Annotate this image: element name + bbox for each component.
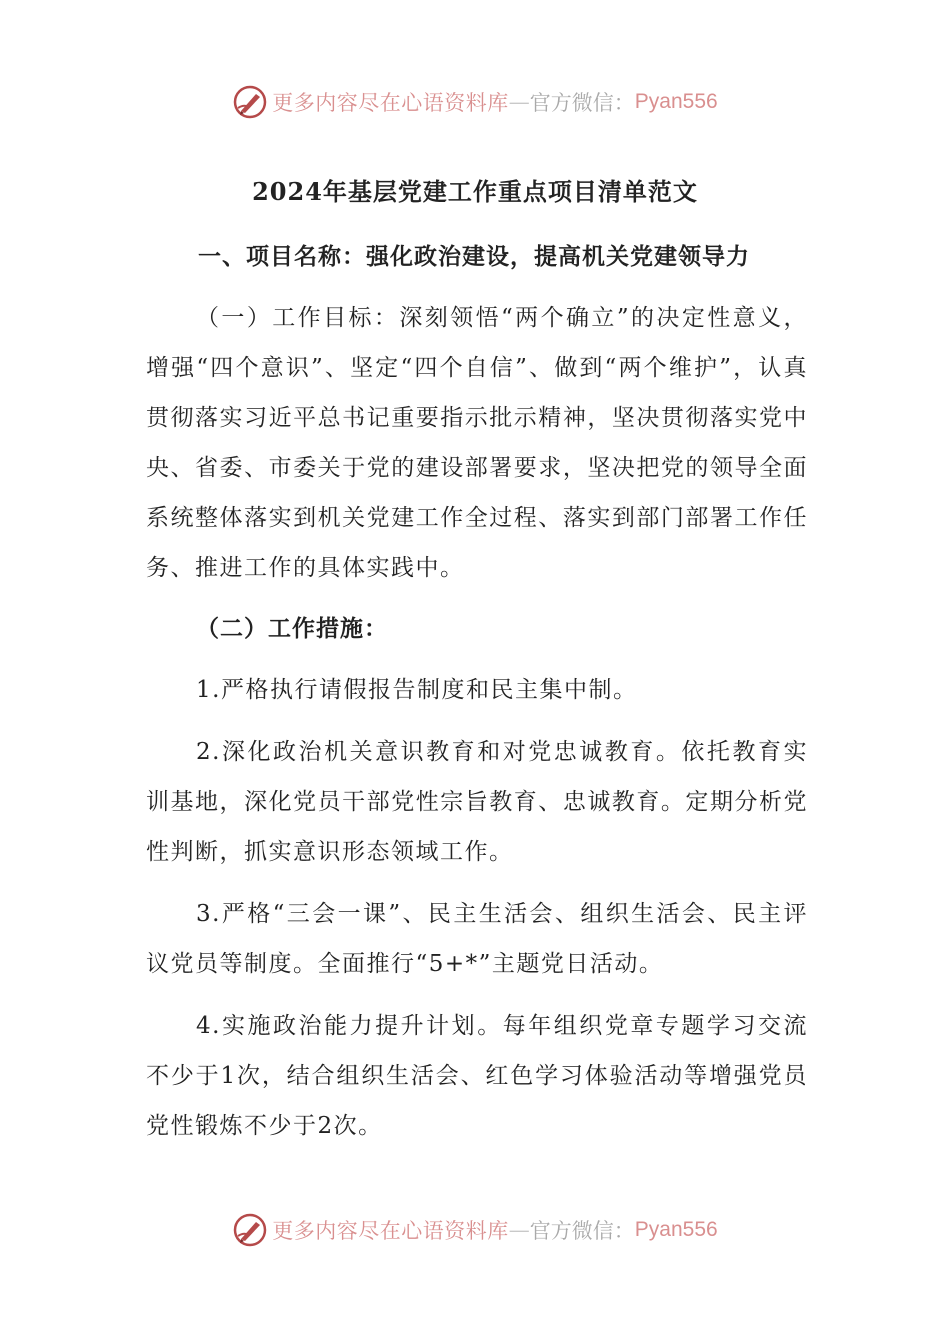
watermark-wechat-label: 官方微信： — [529, 91, 635, 115]
pen-logo-icon — [232, 1212, 268, 1248]
pen-logo-icon — [232, 84, 268, 120]
watermark-banner-top — [0, 80, 950, 124]
measure-item: 2.深化政治机关意识教育和对党忠诚教育。依托教育实训基地，深化党员干部党性宗旨教育、忠诚教育。定期分析党性判断，抓实意识形态领域工作。 — [146, 739, 808, 865]
watermark-wechat-label: 官方微信： — [529, 1219, 635, 1243]
watermark-text: 更多内容尽在心语资料库 — [272, 91, 509, 115]
watermark-banner-bottom — [0, 1208, 950, 1252]
measure-item: 1.严格执行请假报告制度和民主集中制。 — [196, 677, 638, 703]
section-heading: 一、项目名称：强化政治建设，提高机关党建领导力 — [198, 243, 750, 270]
measures-heading: （二）工作措施： — [196, 615, 388, 642]
watermark-wechat-id: Pyan556 — [634, 1218, 718, 1241]
measure-item: 4.实施政治能力提升计划。每年组织党章专题学习交流不少于1次，结合组织生活会、红色学习体验活动等增强党员党性锻炼不少于2次。 — [146, 1013, 808, 1139]
watermark-text: 更多内容尽在心语资料库 — [272, 1219, 509, 1243]
watermark-separator: — — [508, 90, 530, 114]
watermark-wechat-id: Pyan556 — [634, 90, 718, 113]
document-title: 2024年基层党建工作重点项目清单范文 — [252, 177, 698, 206]
watermark-separator: — — [508, 1218, 530, 1242]
measure-item: 3.严格“三会一课”、民主生活会、组织生活会、民主评议党员等制度。全面推行“5+*”主题党日活动。 — [146, 901, 808, 977]
goal-paragraph: （一）工作目标：深刻领悟“两个确立”的决定性意义，增强“四个意识”、坚定“四个自信”、做到“两个维护”，认真贯彻落实习近平总书记重要指示批示精神，坚决贯彻落实党中央、省委、市委关于党的建设部署要求，坚决把党的领导全面系统整体落实到机关党建工作全过程、落实到部门部署工作任务、推进工作的具体实践中。 — [146, 305, 808, 581]
